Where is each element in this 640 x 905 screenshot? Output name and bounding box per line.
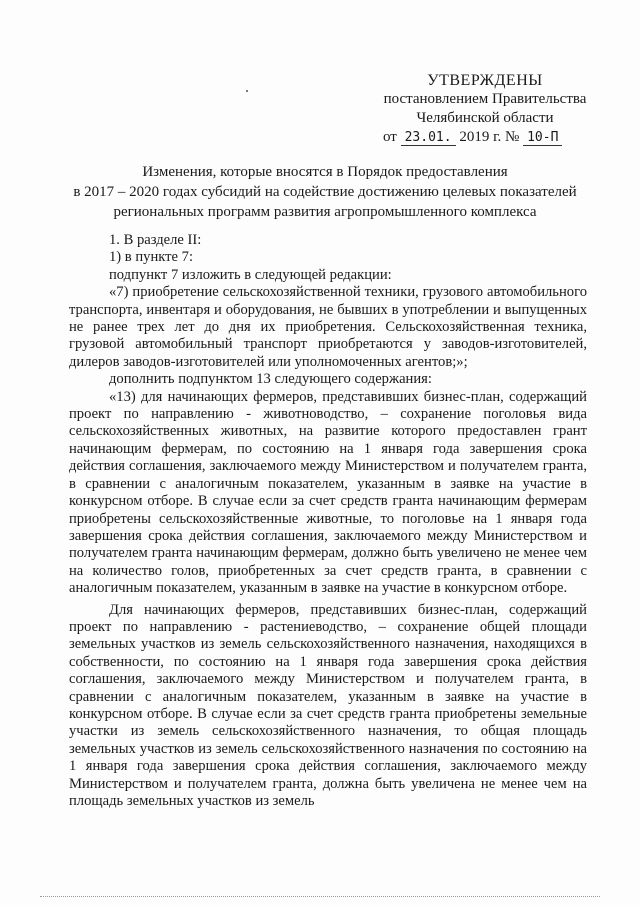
approval-date-line — [375, 128, 595, 147]
year-text: 2019 г. № — [459, 129, 520, 145]
paragraph-subpoint-13-intro: дополнить подпунктом 13 следующего содержания: — [109, 371, 432, 388]
paragraph-subpoint-13-livestock: «13) для начинающих фермеров, представивших бизнес-план, содержащий проект по направлению - животноводство, – сохранение поголовья вида сельскохозяйственных животных, на развитие которого предоставлен грант начинающим фермерам, по состоянию на 1 января года завершения срока действия соглашения, заключаемого между Министерством и получателем гранта, в сравнении с аналогичным показателем, указанным в заявке на участие в конкурсном отборе. В случае если за счет средств гранта начинающим фермерам приобретены сельскохозяйственные животные, то поголовье на 1 января года завершения срока действия соглашения, заключаемого между Министерством и получателем гранта начинающим фермерам, должно быть увеличено не менее чем на количество голов, приобретенных за счет средств гранта, в сравнении с аналогичным показателем, указанным в заявке на участие в конкурсном отборе. — [69, 388, 587, 597]
paragraph-subpoint-7-intro: подпункт 7 изложить в следующей редакции: — [109, 266, 392, 283]
title-line-1: Изменения, которые вносятся в Порядок предоставления — [142, 164, 508, 180]
approval-heading: УТВЕРЖДЕНЫ — [427, 72, 543, 89]
title-line-2: в 2017 – 2020 годах субсидий на содействие достижению целевых показателей — [73, 184, 577, 200]
title-line-3: региональных программ развития агропромышленного комплекса — [113, 204, 537, 220]
paragraph-subpoint-13-crops: Для начинающих фермеров, представивших бизнес-план, содержащий проект по направлению - растениеводство, – сохранение общей площади земельных участков из земель сельскохозяйственного назначения, находящихся в собственности, по состоянию на 1 января года завершения срока действия соглашения, заключаемого между Министерством и получателем гранта, в сравнении с аналогичным показателем, указанным в заявке на участие в конкурсном отборе. В случае если за счет средств гранта приобретены земельные участки из земель сельскохозяйственного назначения, то общая площадь земельных участков из земель сельскохозяйственного назначения по состоянию на 1 января года завершения срока действия соглашения, заключаемого между Министерством и получателем гранта, должна быть увеличена не менее чем на площадь земельных участков из земель — [69, 601, 587, 809]
date-prefix: от — [383, 129, 397, 145]
document-body — [69, 232, 587, 810]
page-bottom-rule — [40, 896, 600, 897]
handwritten-date: 23.01. — [401, 131, 456, 146]
document-title — [60, 162, 590, 222]
paragraph-section-ii: 1. В разделе II: — [109, 232, 202, 248]
scan-speck — [246, 90, 248, 92]
approval-line-1: постановлением Правительства — [383, 91, 587, 107]
paragraph-point-7: 1) в пункте 7: — [109, 249, 194, 266]
paragraph-subpoint-7-text: «7) приобретение сельскохозяйственной техники, грузового автомобильного транспорта, инвентаря и оборудования, не бывших в употреблении и выпущенных не ранее трех лет до дня их приобретения. Сельскохозяйственная техника, грузовой автомобильный транспорт приобретаются у заводов-изготовителей, дилеров заводов-изготовителей или уполномоченных агентов;»; — [69, 284, 587, 370]
approval-line-2: Челябинской области — [416, 110, 554, 126]
approval-stamp-block — [375, 71, 595, 147]
handwritten-number: 10-П — [523, 131, 562, 146]
